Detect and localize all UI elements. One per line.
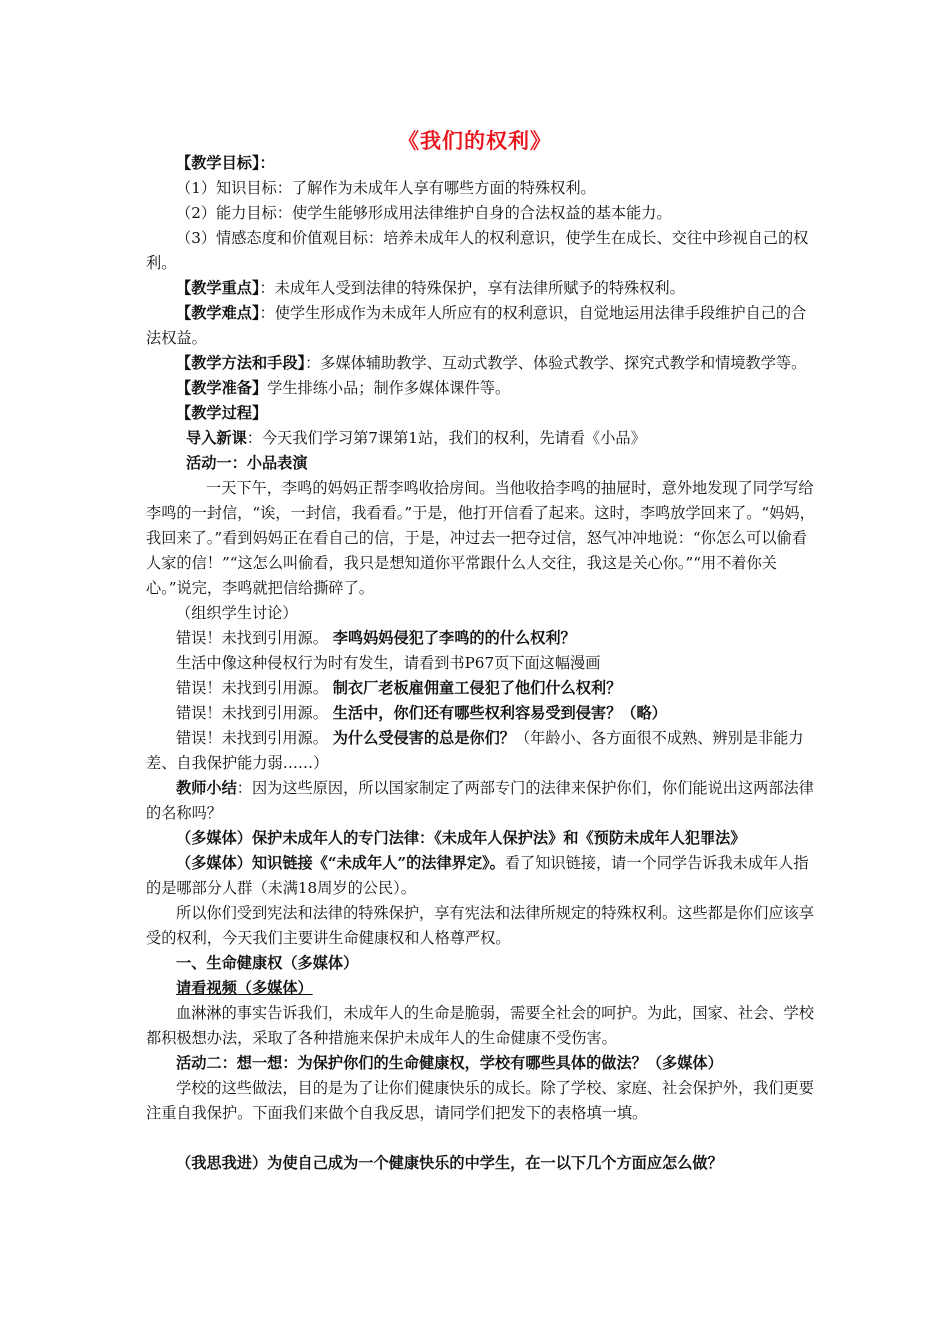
keypoint-label: 【教学重点】	[176, 279, 260, 297]
prep-label: 【教学准备】	[176, 379, 268, 397]
question-3-text: 生活中，你们还有哪些权利容易受到侵害？（略）	[332, 704, 667, 722]
methods-paragraph	[146, 351, 816, 376]
school-paragraph: 学校的这些做法，目的是为了让你们健康快乐的成长。除了学校、家庭、社会保护外，我们更要注重自我保护。下面我们来做个自我反思，请同学们把发下的表格填一填。	[146, 1079, 814, 1122]
methods-text: ：多媒体辅助教学、互动式教学、体验式教学、探究式教学和情境教学等。	[305, 354, 807, 372]
process-heading: 【教学过程】	[176, 404, 268, 422]
activity1-heading: 活动一：小品表演	[186, 454, 308, 472]
intro-paragraph	[146, 426, 816, 451]
laws-paragraph: （多媒体）保护未成年人的专门法律：《未成年人保护法》和《预防未成年人犯罪法》	[176, 829, 746, 847]
reference-error: 错误！未找到引用源。	[176, 629, 328, 647]
activity2-heading: 活动二：想一想：为保护你们的生命健康权，学校有哪些具体的做法？（多媒体）	[176, 1054, 723, 1072]
blood-paragraph: 血淋淋的事实告诉我们，未成年人的生命是脆弱，需要全社会的呵护。为此，国家、社会、学校都积极想办法，采取了各种措施来保护未成年人的生命健康不受伤害。	[146, 1004, 814, 1047]
link-label: （多媒体）知识链接《“未成年人”的法律界定》。	[176, 854, 505, 872]
goal-item-3: （3）情感态度和价值观目标：培养未成年人的权利意识，使学生在成长、交往中珍视自己的权利。	[146, 229, 809, 272]
question-2-text: 制衣厂老板雇佣童工侵犯了他们什么权利？	[332, 679, 622, 697]
discuss-line: （组织学生讨论）	[176, 604, 298, 622]
intro-label: 导入新课	[186, 429, 247, 447]
reference-error: 错误！未找到引用源。	[176, 729, 328, 747]
blank-line	[146, 1126, 816, 1151]
rights-paragraph: 所以你们受到宪法和法律的特殊保护，享有宪法和法律所规定的特殊权利。这些都是你们应该享受的权利，今天我们主要讲生命健康权和人格尊严权。	[146, 904, 814, 947]
document-title: 《我们的权利》	[398, 128, 552, 153]
document-body	[146, 151, 816, 1176]
difficulty-text: ：使学生形成作为未成年人所应有的权利意识，自觉地运用法律手段维护自己的合法权益。	[146, 304, 807, 347]
section1-heading: 一、生命健康权（多媒体）	[176, 954, 359, 972]
prep-text: 学生排练小品；制作多媒体课件等。	[267, 379, 511, 397]
question-4-text: 为什么受侵害的总是你们？	[332, 729, 515, 747]
methods-label: 【教学方法和手段】	[176, 354, 306, 372]
summary-label: 教师小结	[176, 779, 237, 797]
goals-heading: 【教学目标】：	[176, 154, 275, 172]
comic-line: 生活中像这种侵权行为时有发生，请看到书P67页下面这幅漫画	[176, 654, 601, 672]
reference-error: 错误！未找到引用源。	[176, 679, 328, 697]
difficulty-paragraph	[146, 301, 816, 351]
link-text: 看了知识链接，请一个同学告诉我未成年人指的是哪部分人群（未满18周岁的公民）。	[146, 854, 809, 897]
summary-paragraph	[146, 776, 816, 826]
question-1-text: 李鸣妈妈侵犯了李鸣的的什么权利？	[332, 629, 576, 647]
question-2	[146, 676, 816, 701]
keypoint-text: ：未成年人受到法律的特殊保护，享有法律所赋予的特殊权利。	[259, 279, 685, 297]
intro-text: ：今天我们学习第7课第1站，我们的权利，先请看《小品》	[246, 429, 646, 447]
goal-item-1: （1）知识目标：了解作为未成年人享有哪些方面的特殊权利。	[176, 179, 596, 197]
prep-paragraph	[146, 376, 816, 401]
reference-error: 错误！未找到引用源。	[176, 704, 328, 722]
reflect-paragraph: （我思我进）为使自己成为一个健康快乐的中学生，在一以下几个方面应怎么做？	[176, 1154, 723, 1172]
goal-item-2: （2）能力目标：使学生能够形成用法律维护自身的合法权益的基本能力。	[176, 204, 672, 222]
keypoint-paragraph	[146, 276, 816, 301]
summary-text: ：因为这些原因，所以国家制定了两部专门的法律来保护你们，你们能说出这两部法律的名称吗？	[146, 779, 814, 822]
story-paragraph: 一天下午，李鸣的妈妈正帮李鸣收拾房间。当他收拾李鸣的抽屉时，意外地发现了同学写给李鸣的一封信，“诶，一封信，我看看。”于是，他打开信看了起来。这时，李鸣放学回来了。“妈妈，我回来了。”看到妈妈正在看自己的信，于是，冲过去一把夺过信，怒气冲冲地说：“你怎么可以偷看人家的信！”“这怎么叫偷看，我只是想知道你平常跟什么人交往，我这是关心你。”“用不着你关心。”说完，李鸣就把信给撕碎了。	[146, 479, 815, 597]
question-1	[146, 626, 816, 651]
difficulty-label: 【教学难点】	[176, 304, 260, 322]
video-line: 请看视频（多媒体）	[176, 979, 313, 997]
link-paragraph	[146, 851, 816, 901]
question-4-answer: （年龄小、各方面很不成熟、辨别是非能力差、自我保护能力弱……）	[146, 729, 804, 772]
question-3	[146, 701, 816, 726]
question-4	[146, 726, 816, 776]
